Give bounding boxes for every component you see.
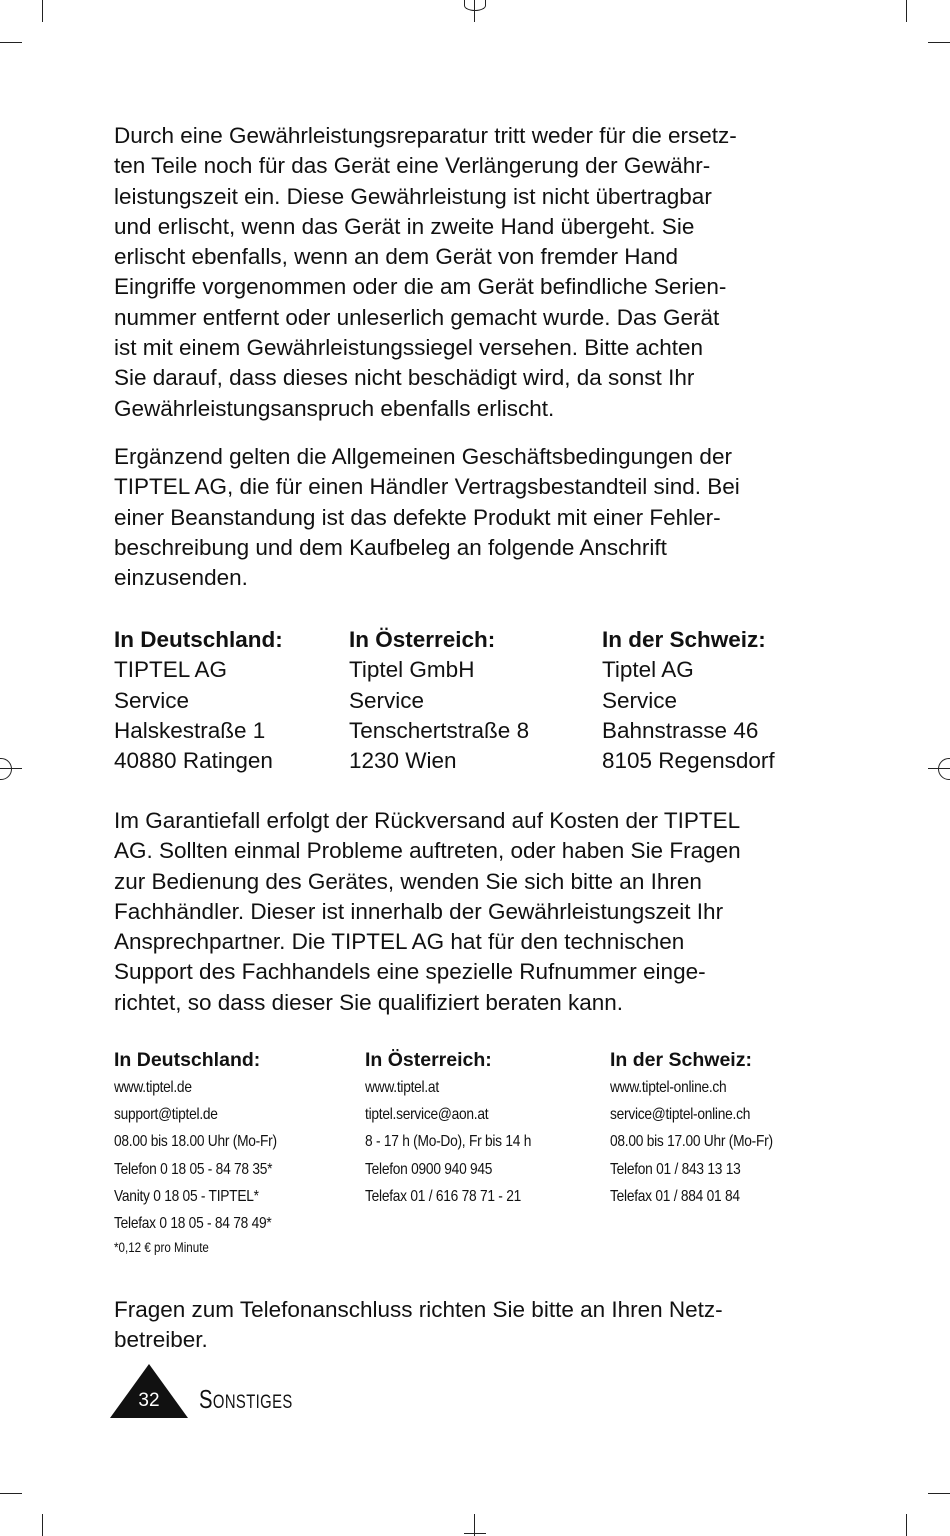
price-note: *0,12 € pro Minute — [114, 1240, 209, 1256]
section-initial: S — [199, 1384, 213, 1414]
support-heading: In Österreich: — [365, 1049, 492, 1071]
support-austria — [365, 1047, 558, 1210]
address-lines: TIPTEL AG Service Halskestraße 1 40880 Ratingen — [114, 657, 273, 774]
address-lines: Tiptel GmbH Service Tenschertstraße 8 1230 Wien — [349, 657, 530, 774]
return-paragraph: Im Garantiefall erfolgt der Rückversand auf Kosten der TIPTEL AG. Sollten einmal Probleme auftreten, oder haben Sie Fragen zur Bedienung des Gerätes, wenden Sie sich bitte an Ihren Fachhändler. Dieser ist innerhalb der Gewährleistungszeit Ihr Ansprechpartner. Die TIPTEL AG hat für den technischen Support des Fachhandels eine spezielle Rufnummer einge- richtet, so dass dieser Sie qualifiziert beraten kann. — [114, 808, 741, 1015]
address-heading: In Deutschland: — [114, 627, 283, 652]
warranty-paragraph: Durch eine Gewährleistungsreparatur tritt weder für die ersetz- ten Teile noch für das Gerät eine Verlängerung der Gewähr- leistungszeit ein. Diese Gewährleistung ist nicht übertragbar und erlischt, wenn das Gerät in zweite Hand übergeht. Sie erlischt ebenfalls, wenn an dem Gerät von fremder Hand Eingriffe vorgenommen oder die am Gerät befindliche Serien- nummer entfernt oder unleserlich gemacht wurde. Das Gerät ist mit einem Gewährleistungssiegel versehen. Bitte achten Sie darauf, dass dieses nicht beschädigt wird, da sonst Ihr Gewährleistungsanspruch ebenfalls erlischt. — [114, 123, 737, 421]
registration-mark — [0, 758, 12, 780]
page-number-badge — [110, 1364, 188, 1420]
address-heading: In Österreich: — [349, 627, 496, 652]
support-switzerland — [610, 1047, 799, 1210]
support-lines: www.tiptel.at tiptel.service@aon.at 8 - 17 h (Mo-Do), Fr bis 14 h Telefon 0900 940 945 Telefax 01 / 616 78 71 - 21 — [365, 1079, 532, 1205]
crop-mark — [928, 1493, 950, 1494]
section-rest: ONSTIGES — [212, 1392, 293, 1413]
connection-paragraph: Fragen zum Telefonanschluss richten Sie bitte an Ihren Netz- betreiber. — [114, 1297, 723, 1353]
address-germany — [114, 625, 283, 776]
crop-mark — [42, 0, 43, 22]
address-heading: In der Schweiz: — [602, 627, 766, 652]
address-switzerland — [602, 625, 775, 776]
crop-mark — [0, 42, 22, 43]
support-lines: www.tiptel-online.ch service@tiptel-online.ch 08.00 bis 17.00 Uhr (Mo-Fr) Telefon 01 / 843 13 13 Telefax 01 / 884 01 84 — [610, 1079, 773, 1205]
address-austria — [349, 625, 529, 776]
crop-mark — [42, 1514, 43, 1536]
support-germany — [114, 1047, 303, 1259]
support-lines: www.tiptel.de support@tiptel.de 08.00 bis 18.00 Uhr (Mo-Fr) Telefon 0 18 05 - 84 78 35* Vanity 0 18 05 - TIPTEL* Telefax 0 18 05 - 84 78 49* — [114, 1079, 277, 1233]
page-number: 32 — [138, 1390, 160, 1411]
crop-mark — [906, 0, 907, 22]
crop-mark — [928, 42, 950, 43]
registration-mark — [464, 1533, 486, 1534]
crop-mark — [0, 1493, 22, 1494]
terms-paragraph: Ergänzend gelten die Allgemeinen Geschäftsbedingungen der TIPTEL AG, die für einen Händler Vertragsbestandteil sind. Bei einer Beanstandung ist das defekte Produkt mit einer Fehler- beschreibung und dem Kaufbeleg an folgende Anschrift einzusenden. — [114, 444, 740, 591]
support-heading: In der Schweiz: — [610, 1049, 752, 1071]
support-heading: In Deutschland: — [114, 1049, 261, 1071]
registration-mark — [938, 758, 950, 780]
registration-mark — [464, 0, 486, 11]
section-title — [199, 1384, 293, 1415]
address-lines: Tiptel AG Service Bahnstrasse 46 8105 Regensdorf — [602, 657, 775, 774]
crop-mark — [906, 1514, 907, 1536]
